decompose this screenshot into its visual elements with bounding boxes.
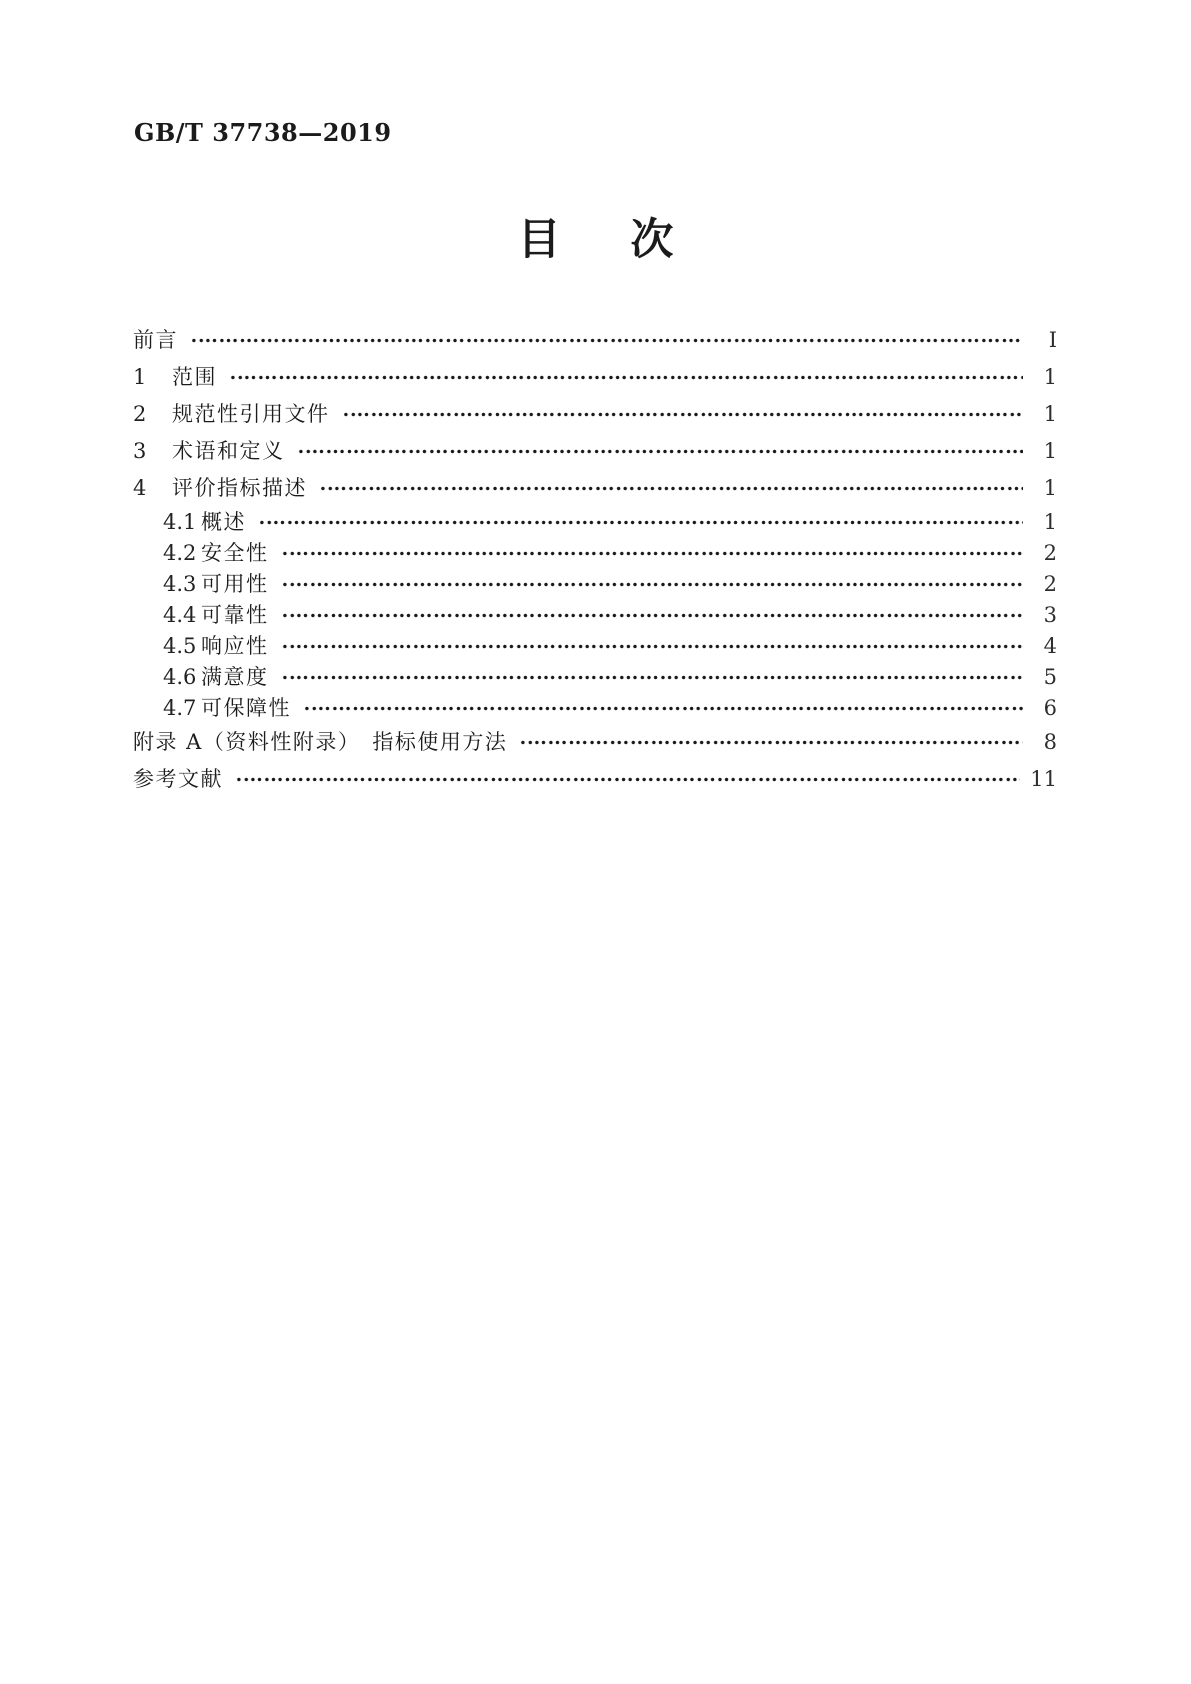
toc-entry-page: 5 bbox=[1043, 665, 1057, 689]
dot-leader bbox=[282, 600, 1024, 631]
toc-entry-number: 4.1 bbox=[163, 510, 197, 534]
toc-entry bbox=[133, 322, 1057, 359]
toc-entry-label: 可靠性 bbox=[201, 603, 269, 627]
toc-entry-number: 3 bbox=[133, 439, 147, 463]
dot-leader bbox=[304, 693, 1023, 724]
toc-entry-label: 评价指标描述 bbox=[172, 476, 307, 500]
toc-entry-page: 1 bbox=[1043, 402, 1057, 426]
toc-entry bbox=[133, 507, 1057, 538]
toc-entry-number: 4.7 bbox=[163, 696, 197, 720]
toc-entry-label: 概述 bbox=[201, 510, 246, 534]
dot-leader bbox=[298, 433, 1024, 470]
dot-leader bbox=[343, 396, 1024, 433]
toc-entry-number: 4.2 bbox=[163, 541, 197, 565]
toc-entry-page: 11 bbox=[1030, 767, 1057, 791]
dot-leader bbox=[259, 507, 1023, 538]
toc-entry-number: 4.6 bbox=[163, 665, 197, 689]
toc-entry-label: 规范性引用文件 bbox=[172, 402, 330, 426]
toc-entry-label: 满意度 bbox=[201, 665, 269, 689]
toc-entry-number: 4.5 bbox=[163, 634, 197, 658]
toc-entry-label: 可用性 bbox=[201, 572, 269, 596]
dot-leader bbox=[282, 538, 1024, 569]
toc-entry-label: 响应性 bbox=[201, 634, 269, 658]
toc-entry-page: 2 bbox=[1043, 541, 1057, 565]
toc-entry-number: 1 bbox=[133, 365, 147, 389]
toc-entry-number: 4 bbox=[133, 476, 147, 500]
dot-leader bbox=[320, 470, 1023, 507]
toc-entry-page: 3 bbox=[1043, 603, 1057, 627]
toc-entry-label: 前言 bbox=[133, 328, 178, 352]
toc-entry bbox=[133, 396, 1057, 433]
dot-leader bbox=[230, 359, 1023, 396]
toc-entry bbox=[133, 569, 1057, 600]
table-of-contents bbox=[133, 322, 1057, 798]
toc-entry bbox=[133, 470, 1057, 507]
toc-entry bbox=[133, 724, 1057, 761]
dot-leader bbox=[236, 761, 1020, 798]
dot-leader bbox=[282, 631, 1024, 662]
toc-entry bbox=[133, 359, 1057, 396]
toc-entry-page: 1 bbox=[1043, 510, 1057, 534]
toc-entry bbox=[133, 600, 1057, 631]
toc-entry-label: 附录 A（资料性附录） 指标使用方法 bbox=[133, 730, 508, 754]
toc-entry-page: Ⅰ bbox=[1048, 328, 1057, 352]
toc-entry bbox=[133, 761, 1057, 798]
toc-entry-label: 术语和定义 bbox=[172, 439, 285, 463]
page-title: 目次 bbox=[517, 215, 743, 265]
toc-entry-label: 范围 bbox=[172, 365, 217, 389]
toc-entry bbox=[133, 433, 1057, 470]
dot-leader bbox=[282, 662, 1024, 693]
toc-entry-page: 2 bbox=[1043, 572, 1057, 596]
toc-entry-label: 参考文献 bbox=[133, 767, 223, 791]
dot-leader bbox=[282, 569, 1024, 600]
toc-entry-number: 4.4 bbox=[163, 603, 197, 627]
toc-entry bbox=[133, 693, 1057, 724]
toc-entry-page: 6 bbox=[1043, 696, 1057, 720]
toc-entry-number: 4.3 bbox=[163, 572, 197, 596]
dot-leader bbox=[520, 724, 1023, 761]
toc-entry-page: 1 bbox=[1043, 439, 1057, 463]
toc-entry-number: 2 bbox=[133, 402, 147, 426]
toc-entry bbox=[133, 662, 1057, 693]
toc-entry bbox=[133, 631, 1057, 662]
toc-entry-page: 8 bbox=[1043, 730, 1057, 754]
standard-code: GB/T 37738—2019 bbox=[134, 118, 392, 147]
toc-entry-label: 安全性 bbox=[201, 541, 269, 565]
toc-entry-page: 4 bbox=[1043, 634, 1057, 658]
dot-leader bbox=[191, 322, 1023, 359]
toc-entry-page: 1 bbox=[1043, 365, 1057, 389]
toc-entry-label: 可保障性 bbox=[201, 696, 291, 720]
toc-entry-page: 1 bbox=[1043, 476, 1057, 500]
toc-entry bbox=[133, 538, 1057, 569]
